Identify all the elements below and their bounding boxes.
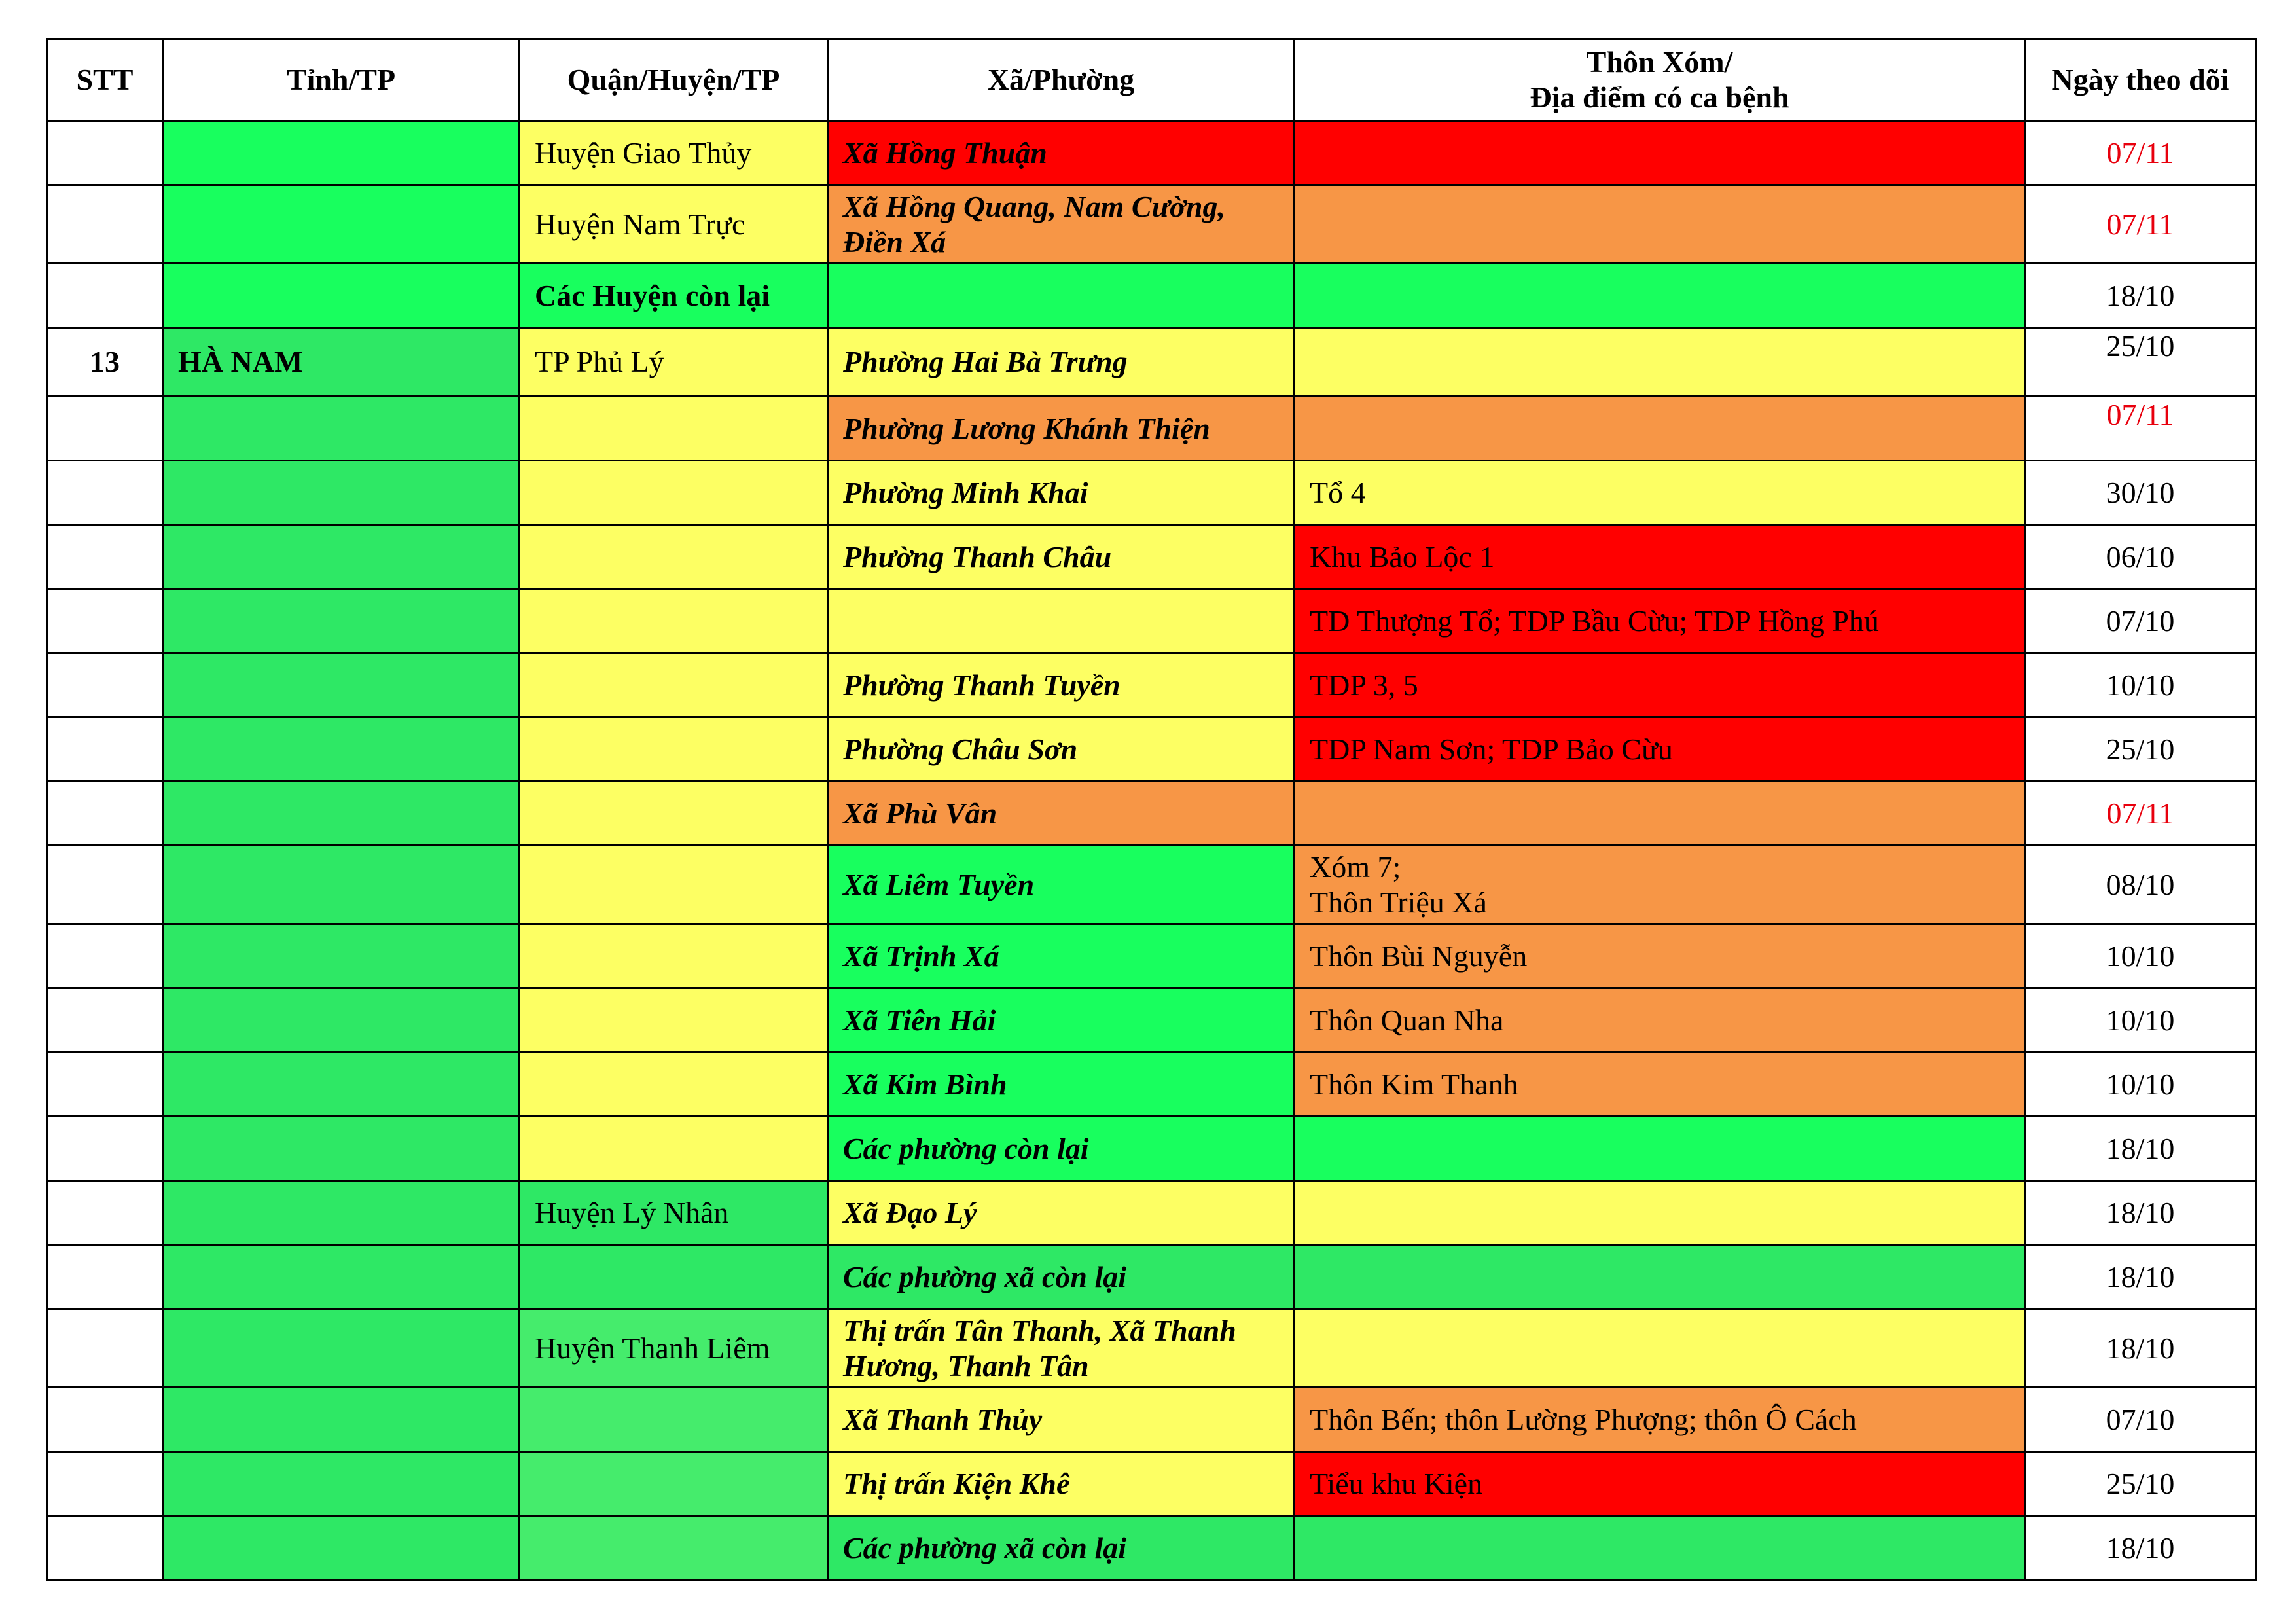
cell-ward: Các phường xã còn lại bbox=[828, 1516, 1295, 1580]
cell-ward: Phường Minh Khai bbox=[828, 461, 1295, 525]
header-province: Tỉnh/TP bbox=[163, 39, 520, 121]
header-row bbox=[47, 39, 2256, 121]
cell-ward: Xã Tiên Hải bbox=[828, 988, 1295, 1053]
cell-district bbox=[520, 717, 828, 782]
cell-district bbox=[520, 1245, 828, 1309]
table-body bbox=[47, 121, 2256, 1580]
cell-ward: Xã Kim Bình bbox=[828, 1053, 1295, 1117]
cell-location: Tổ 4 bbox=[1295, 461, 2025, 525]
cell-location bbox=[1295, 264, 2025, 328]
cell-stt bbox=[47, 461, 163, 525]
cell-stt bbox=[47, 1516, 163, 1580]
cell-ward: Phường Châu Sơn bbox=[828, 717, 1295, 782]
table-row bbox=[47, 1516, 2256, 1580]
cell-date: 18/10 bbox=[2025, 1117, 2256, 1181]
cell-location bbox=[1295, 328, 2025, 397]
table-row bbox=[47, 782, 2256, 846]
cell-location bbox=[1295, 397, 2025, 461]
cell-date: 18/10 bbox=[2025, 1181, 2256, 1245]
cell-district bbox=[520, 397, 828, 461]
table-row bbox=[47, 1117, 2256, 1181]
cell-ward: Xã Hồng Quang, Nam Cường, Điền Xá bbox=[828, 185, 1295, 264]
cell-stt bbox=[47, 264, 163, 328]
header-district: Quận/Huyện/TP bbox=[520, 39, 828, 121]
cell-date: 07/10 bbox=[2025, 589, 2256, 653]
cell-ward: Xã Phù Vân bbox=[828, 782, 1295, 846]
cell-stt bbox=[47, 782, 163, 846]
cell-province bbox=[163, 846, 520, 924]
cell-ward: Xã Thanh Thủy bbox=[828, 1388, 1295, 1452]
cell-location: Thôn Bùi Nguyễn bbox=[1295, 924, 2025, 988]
cell-district bbox=[520, 924, 828, 988]
cell-stt bbox=[47, 185, 163, 264]
cell-province bbox=[163, 653, 520, 717]
cell-location: Khu Bảo Lộc 1 bbox=[1295, 525, 2025, 589]
table-row bbox=[47, 653, 2256, 717]
cell-ward: Xã Đạo Lý bbox=[828, 1181, 1295, 1245]
cell-province bbox=[163, 185, 520, 264]
cell-province bbox=[163, 1245, 520, 1309]
cell-stt: 13 bbox=[47, 328, 163, 397]
cell-stt bbox=[47, 846, 163, 924]
cell-district bbox=[520, 1117, 828, 1181]
cell-date: 06/10 bbox=[2025, 525, 2256, 589]
cell-stt bbox=[47, 121, 163, 185]
cell-province bbox=[163, 589, 520, 653]
cell-location bbox=[1295, 1181, 2025, 1245]
cell-district: Huyện Thanh Liêm bbox=[520, 1309, 828, 1388]
cell-stt bbox=[47, 1245, 163, 1309]
cell-province bbox=[163, 264, 520, 328]
cell-stt bbox=[47, 397, 163, 461]
cell-stt bbox=[47, 1053, 163, 1117]
cell-date: 08/10 bbox=[2025, 846, 2256, 924]
cell-province bbox=[163, 1388, 520, 1452]
cell-province bbox=[163, 1452, 520, 1516]
table-row bbox=[47, 717, 2256, 782]
cell-district bbox=[520, 1053, 828, 1117]
cell-date: 18/10 bbox=[2025, 1516, 2256, 1580]
cell-ward: Thị trấn Tân Thanh, Xã Thanh Hương, Thanh Tân bbox=[828, 1309, 1295, 1388]
cell-date: 18/10 bbox=[2025, 264, 2256, 328]
table-row bbox=[47, 397, 2256, 461]
cell-province bbox=[163, 1516, 520, 1580]
cell-location bbox=[1295, 121, 2025, 185]
cell-date: 07/10 bbox=[2025, 1388, 2256, 1452]
cell-district bbox=[520, 653, 828, 717]
cell-district bbox=[520, 782, 828, 846]
cell-district: Huyện Nam Trực bbox=[520, 185, 828, 264]
cell-ward bbox=[828, 264, 1295, 328]
cell-location: TDP Nam Sơn; TDP Bảo Cừu bbox=[1295, 717, 2025, 782]
cell-province bbox=[163, 717, 520, 782]
cell-district bbox=[520, 589, 828, 653]
cell-stt bbox=[47, 1388, 163, 1452]
cell-province bbox=[163, 461, 520, 525]
cell-province bbox=[163, 924, 520, 988]
table-row bbox=[47, 328, 2256, 397]
cell-date: 10/10 bbox=[2025, 653, 2256, 717]
cell-date: 07/11 bbox=[2025, 121, 2256, 185]
cell-stt bbox=[47, 717, 163, 782]
cell-province bbox=[163, 782, 520, 846]
header-location bbox=[1295, 39, 2025, 121]
cell-location bbox=[1295, 1516, 2025, 1580]
table-row bbox=[47, 846, 2256, 924]
cell-province bbox=[163, 1053, 520, 1117]
covid-zone-table bbox=[46, 38, 2257, 1581]
cell-ward: Phường Thanh Tuyền bbox=[828, 653, 1295, 717]
cell-district bbox=[520, 988, 828, 1053]
cell-stt bbox=[47, 589, 163, 653]
cell-stt bbox=[47, 988, 163, 1053]
cell-location bbox=[1295, 1245, 2025, 1309]
cell-district: Các Huyện còn lại bbox=[520, 264, 828, 328]
table-row bbox=[47, 1053, 2256, 1117]
cell-location bbox=[1295, 782, 2025, 846]
cell-date: 10/10 bbox=[2025, 924, 2256, 988]
table-row bbox=[47, 264, 2256, 328]
cell-location: Xóm 7; Thôn Triệu Xá bbox=[1295, 846, 2025, 924]
cell-location bbox=[1295, 1309, 2025, 1388]
cell-stt bbox=[47, 1309, 163, 1388]
cell-province bbox=[163, 1181, 520, 1245]
cell-date: 25/10 bbox=[2025, 717, 2256, 782]
cell-province: HÀ NAM bbox=[163, 328, 520, 397]
table-row bbox=[47, 185, 2256, 264]
cell-province bbox=[163, 121, 520, 185]
cell-date: 18/10 bbox=[2025, 1245, 2256, 1309]
cell-location: Thôn Bến; thôn Lường Phượng; thôn Ô Cách bbox=[1295, 1388, 2025, 1452]
cell-province bbox=[163, 988, 520, 1053]
cell-stt bbox=[47, 1452, 163, 1516]
cell-district bbox=[520, 525, 828, 589]
cell-location: Thôn Kim Thanh bbox=[1295, 1053, 2025, 1117]
cell-district bbox=[520, 846, 828, 924]
cell-date: 25/10 bbox=[2025, 328, 2256, 397]
cell-district: Huyện Giao Thủy bbox=[520, 121, 828, 185]
cell-ward: Phường Lương Khánh Thiện bbox=[828, 397, 1295, 461]
header-location-line1: Thôn Xóm/ bbox=[1586, 45, 1733, 79]
table-row bbox=[47, 1452, 2256, 1516]
table-row bbox=[47, 1245, 2256, 1309]
cell-district bbox=[520, 461, 828, 525]
cell-date: 10/10 bbox=[2025, 1053, 2256, 1117]
cell-date: 30/10 bbox=[2025, 461, 2256, 525]
cell-date: 07/11 bbox=[2025, 782, 2256, 846]
cell-stt bbox=[47, 525, 163, 589]
table-row bbox=[47, 461, 2256, 525]
cell-district: Huyện Lý Nhân bbox=[520, 1181, 828, 1245]
table-row bbox=[47, 988, 2256, 1053]
cell-date: 07/11 bbox=[2025, 185, 2256, 264]
table-row bbox=[47, 121, 2256, 185]
cell-ward: Xã Trịnh Xá bbox=[828, 924, 1295, 988]
cell-stt bbox=[47, 653, 163, 717]
table-row bbox=[47, 525, 2256, 589]
cell-ward: Phường Hai Bà Trưng bbox=[828, 328, 1295, 397]
cell-province bbox=[163, 397, 520, 461]
cell-province bbox=[163, 1309, 520, 1388]
cell-location bbox=[1295, 185, 2025, 264]
cell-date: 25/10 bbox=[2025, 1452, 2256, 1516]
cell-district bbox=[520, 1388, 828, 1452]
cell-ward: Phường Thanh Châu bbox=[828, 525, 1295, 589]
cell-district: TP Phủ Lý bbox=[520, 328, 828, 397]
table-row bbox=[47, 924, 2256, 988]
cell-date: 07/11 bbox=[2025, 397, 2256, 461]
header-stt: STT bbox=[47, 39, 163, 121]
cell-ward: Thị trấn Kiện Khê bbox=[828, 1452, 1295, 1516]
cell-location: Tiểu khu Kiện bbox=[1295, 1452, 2025, 1516]
cell-stt bbox=[47, 1181, 163, 1245]
cell-province bbox=[163, 1117, 520, 1181]
cell-location: Thôn Quan Nha bbox=[1295, 988, 2025, 1053]
cell-date: 18/10 bbox=[2025, 1309, 2256, 1388]
header-date: Ngày theo dõi bbox=[2025, 39, 2256, 121]
cell-stt bbox=[47, 924, 163, 988]
table-row bbox=[47, 1181, 2256, 1245]
cell-date: 10/10 bbox=[2025, 988, 2256, 1053]
cell-ward: Xã Liêm Tuyền bbox=[828, 846, 1295, 924]
cell-ward: Các phường còn lại bbox=[828, 1117, 1295, 1181]
cell-location bbox=[1295, 1117, 2025, 1181]
cell-ward: Xã Hồng Thuận bbox=[828, 121, 1295, 185]
cell-location: TD Thượng Tổ; TDP Bầu Cừu; TDP Hồng Phú bbox=[1295, 589, 2025, 653]
cell-province bbox=[163, 525, 520, 589]
header-ward: Xã/Phường bbox=[828, 39, 1295, 121]
cell-ward: Các phường xã còn lại bbox=[828, 1245, 1295, 1309]
cell-district bbox=[520, 1452, 828, 1516]
cell-location: TDP 3, 5 bbox=[1295, 653, 2025, 717]
table-row bbox=[47, 1309, 2256, 1388]
cell-district bbox=[520, 1516, 828, 1580]
cell-stt bbox=[47, 1117, 163, 1181]
table-row bbox=[47, 1388, 2256, 1452]
header-location-line2: Địa điểm có ca bệnh bbox=[1530, 81, 1789, 114]
cell-ward bbox=[828, 589, 1295, 653]
table-row bbox=[47, 589, 2256, 653]
